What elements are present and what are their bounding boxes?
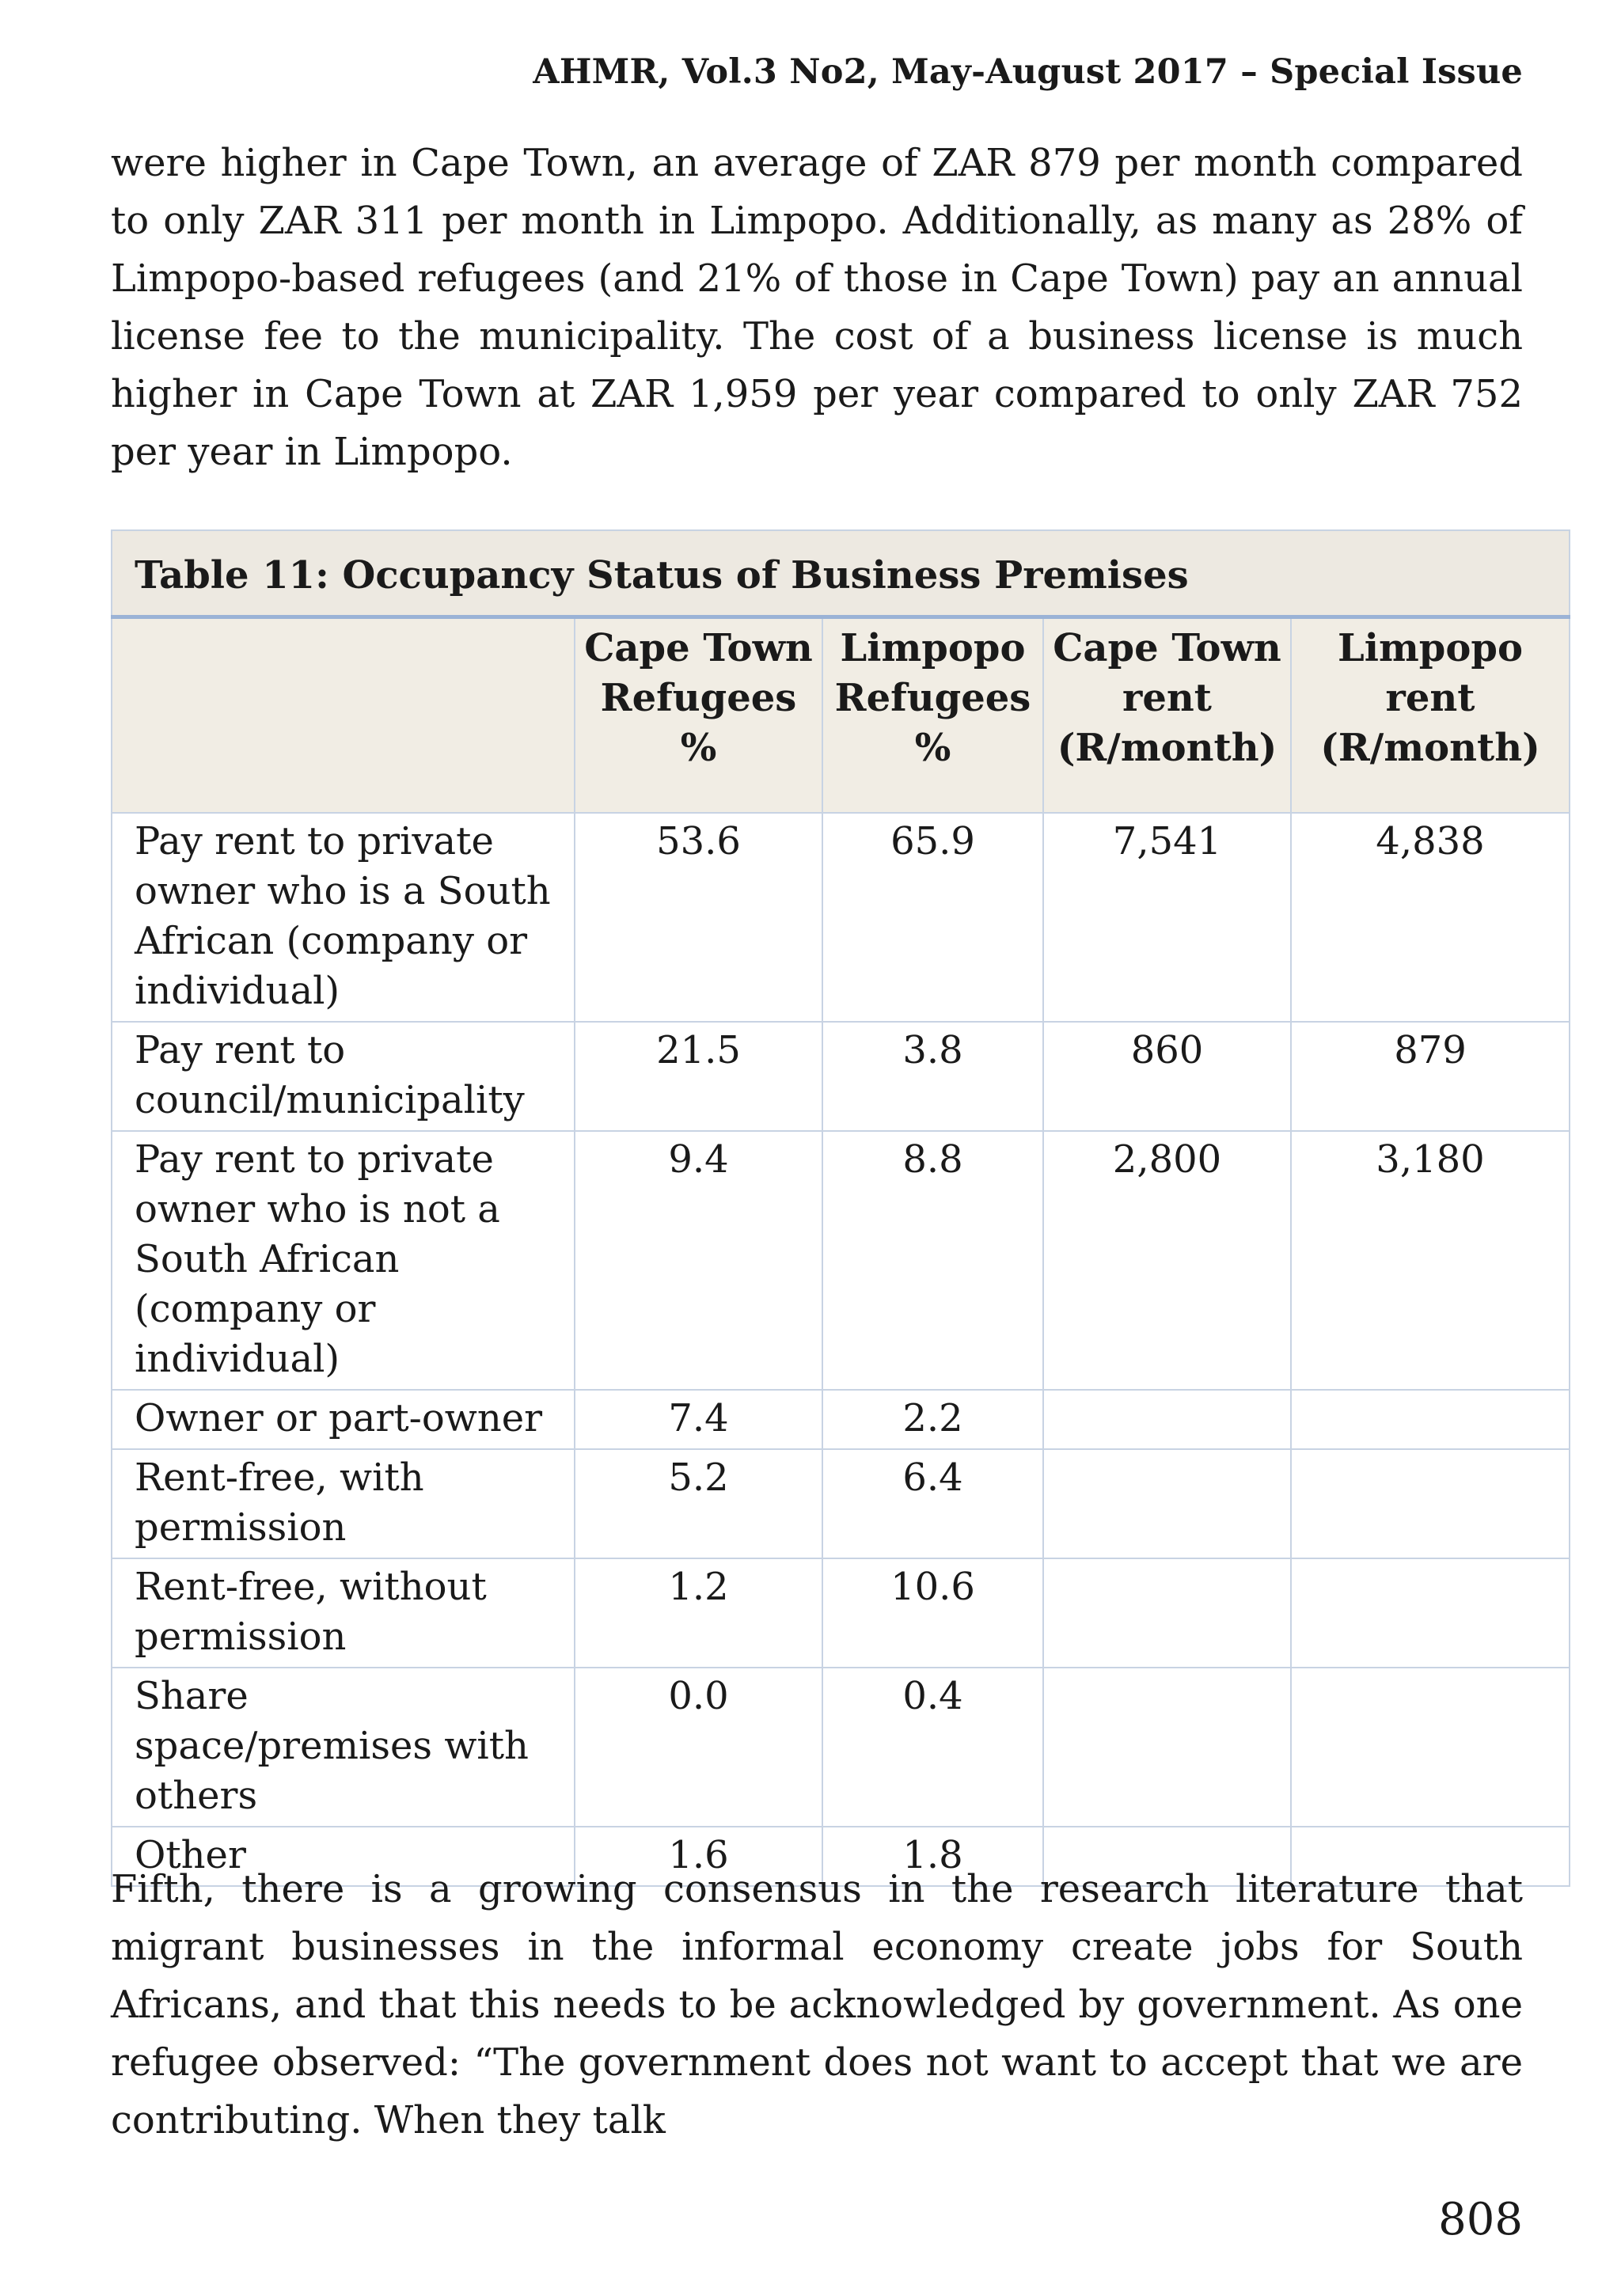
cell-limpopo-rent: 4,838 xyxy=(1291,813,1570,1022)
cell-cape-town-pct: 9.4 xyxy=(575,1131,822,1390)
cell-cape-town-pct: 1.6 xyxy=(575,1827,822,1886)
cell-limpopo-rent xyxy=(1291,1390,1570,1449)
cell-cape-town-rent xyxy=(1043,1390,1291,1449)
cell-limpopo-rent xyxy=(1291,1668,1570,1827)
cell-cape-town-pct: 1.2 xyxy=(575,1558,822,1668)
cell-limpopo-pct: 6.4 xyxy=(822,1449,1043,1558)
cell-cape-town-rent: 2,800 xyxy=(1043,1131,1291,1390)
occupancy-table xyxy=(111,529,1569,1887)
column-header-limpopo-refugees: Limpopo Refugees % xyxy=(822,617,1043,813)
cell-limpopo-rent: 3,180 xyxy=(1291,1131,1570,1390)
cell-cape-town-rent: 7,541 xyxy=(1043,813,1291,1022)
cell-limpopo-pct: 8.8 xyxy=(822,1131,1043,1390)
cell-cape-town-pct: 53.6 xyxy=(575,813,822,1022)
cell-cape-town-rent xyxy=(1043,1449,1291,1558)
row-label: Pay rent to private owner who is a South African (company or individual) xyxy=(112,813,575,1022)
cell-cape-town-pct: 0.0 xyxy=(575,1668,822,1827)
cell-limpopo-pct: 65.9 xyxy=(822,813,1043,1022)
cell-cape-town-pct: 5.2 xyxy=(575,1449,822,1558)
table-row xyxy=(112,813,1570,1022)
cell-cape-town-rent xyxy=(1043,1668,1291,1827)
cell-cape-town-rent xyxy=(1043,1558,1291,1668)
table-row xyxy=(112,1390,1570,1449)
row-label: Rent-free, with permission xyxy=(112,1449,575,1558)
cell-limpopo-pct: 10.6 xyxy=(822,1558,1043,1668)
cell-limpopo-pct: 1.8 xyxy=(822,1827,1043,1886)
table-caption: Table 11: Occupancy Status of Business Premises xyxy=(112,530,1570,617)
body-paragraph-bottom: Fifth, there is a growing consensus in the research literature that migrant businesses in the informal economy create jobs for South Africans, and that this needs to be acknowledged by government. As one refugee observed: “The government does not want to accept that we are contributing. When they talk xyxy=(111,1867,1523,2142)
cell-limpopo-pct: 0.4 xyxy=(822,1668,1043,1827)
column-header-cape-town-rent: Cape Town rent (R/month) xyxy=(1043,617,1291,813)
table-row xyxy=(112,1668,1570,1827)
row-label: Pay rent to private owner who is not a South African (company or individual) xyxy=(112,1131,575,1390)
row-label: Share space/premises with others xyxy=(112,1668,575,1827)
table-row xyxy=(112,1131,1570,1390)
row-label: Rent-free, without permission xyxy=(112,1558,575,1668)
cell-cape-town-pct: 7.4 xyxy=(575,1390,822,1449)
cell-limpopo-pct: 3.8 xyxy=(822,1022,1043,1131)
cell-limpopo-rent xyxy=(1291,1558,1570,1668)
page-number: 808 xyxy=(1438,2194,1523,2245)
cell-limpopo-rent: 879 xyxy=(1291,1022,1570,1131)
column-header-cape-town-refugees: Cape Town Refugees % xyxy=(575,617,822,813)
row-label: Other xyxy=(112,1827,575,1886)
table-row xyxy=(112,1558,1570,1668)
running-header: AHMR, Vol.3 No2, May-August 2017 – Special Issue xyxy=(533,52,1523,92)
cell-cape-town-rent: 860 xyxy=(1043,1022,1291,1131)
cell-limpopo-rent xyxy=(1291,1449,1570,1558)
column-header-limpopo-rent: Limpopo rent (R/month) xyxy=(1291,617,1570,813)
row-label: Pay rent to council/municipality xyxy=(112,1022,575,1131)
row-label: Owner or part-owner xyxy=(112,1390,575,1449)
cell-limpopo-pct: 2.2 xyxy=(822,1390,1043,1449)
body-paragraph-top: were higher in Cape Town, an average of ZAR 879 per month compared to only ZAR 311 per month in Limpopo. Additionally, as many as 28% of Limpopo-based refugees (and 21% of those in Cape Town) pay an annual license fee to the municipality. The cost of a business license is much higher in Cape Town at ZAR 1,959 per year compared to only ZAR 752 per year in Limpopo. xyxy=(111,141,1523,474)
column-header-empty xyxy=(112,617,575,813)
table-row xyxy=(112,1449,1570,1558)
table-row xyxy=(112,1022,1570,1131)
cell-cape-town-pct: 21.5 xyxy=(575,1022,822,1131)
